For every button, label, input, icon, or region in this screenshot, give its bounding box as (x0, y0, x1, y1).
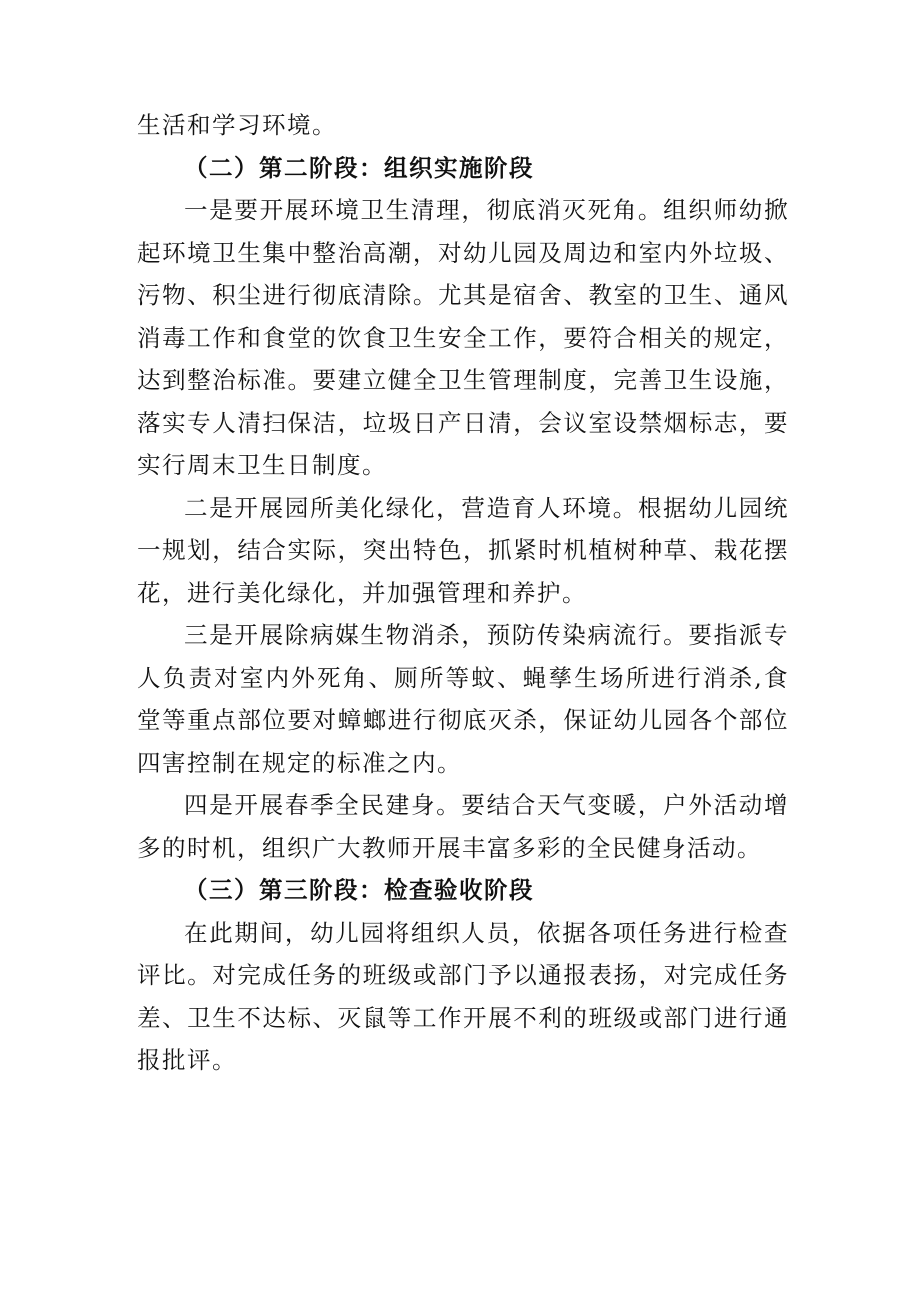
document-body (137, 104, 789, 1082)
paragraph-continued: 生活和学习环境。 (137, 111, 337, 139)
paragraph-fitness: 四是开展春季全民建身。要结合天气变暖，户外活动增多的时机，组织广大教师开展丰富多彩的全民健身活动。 (137, 791, 789, 862)
paragraph-environment-cleanup: 一是要开展环境卫生清理，彻底消灭死角。组织师幼掀起环境卫生集中整治高潮，对幼儿园及周边和室内外垃圾、污物、积尘进行彻底清除。尤其是宿舍、教室的卫生、通风消毒工作和食堂的饮食卫生安全工作，要符合相关的规定，达到整治标准。要建立健全卫生管理制度，完善卫生设施，落实专人清扫保洁，垃圾日产日清，会议室设禁烟标志，要实行周末卫生日制度。 (137, 196, 789, 479)
paragraph-inspection: 在此期间，幼儿园将组织人员，依据各项任务进行检查评比。对完成任务的班级或部门予以通报表扬，对完成任务差、卫生不达标、灭鼠等工作开展不利的班级或部门进行通报批评。 (137, 918, 789, 1074)
paragraph-greening: 二是开展园所美化绿化，营造育人环境。根据幼儿园统一规划，结合实际，突出特色，抓紧时机植树种草、栽花摆花，进行美化绿化，并加强管理和养护。 (137, 493, 789, 607)
paragraph-pest-control: 三是开展除病媒生物消杀，预防传染病流行。要指派专人负责对室内外死角、厕所等蚊、蝇孳生场所进行消杀,食堂等重点部位要对蟑螂进行彻底灭杀，保证幼儿园各个部位四害控制在规定的标准之内。 (137, 621, 789, 777)
section-heading-stage-three: （三）第三阶段：检查验收阶段 (184, 876, 534, 904)
section-heading-stage-two: （二）第二阶段：组织实施阶段 (184, 153, 534, 182)
